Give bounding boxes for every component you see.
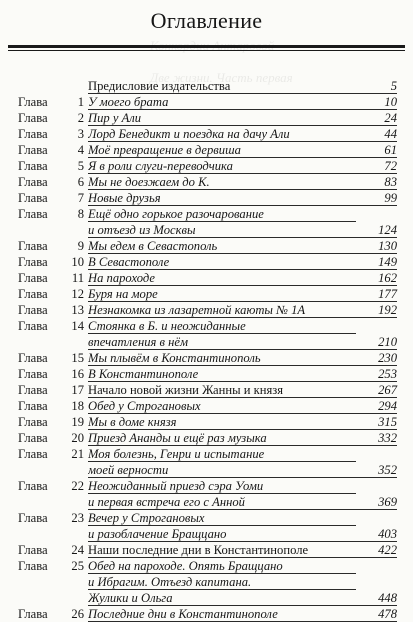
page-number: 72 — [347, 158, 397, 174]
chapter-number: 12 — [71, 287, 84, 301]
entry-title — [88, 542, 356, 558]
entry-title-line: Мы едем в Севастополь — [88, 238, 356, 254]
chapter-label: Глава — [18, 239, 48, 253]
entry-title-line: и разоблачение Бращцано — [88, 526, 356, 542]
toc-entry-chapter-16[interactable] — [0, 366, 413, 382]
toc-entry-chapter-15[interactable] — [0, 350, 413, 366]
chapter-label: Глава — [18, 271, 48, 285]
chapter-label: Глава — [18, 607, 48, 621]
entry-title-line: Лорд Бенедикт и поездка на дачу Али — [88, 126, 356, 142]
page-number: 149 — [347, 254, 397, 270]
entry-title — [88, 142, 356, 158]
entry-title — [88, 254, 356, 270]
entry-title-line: Жулики и Ольга — [88, 590, 356, 606]
entry-title-line: впечатления в нём — [88, 334, 356, 350]
page-number: 162 — [347, 270, 397, 286]
chapter-label: Глава — [18, 383, 48, 397]
entry-title — [88, 606, 356, 622]
chapter-number: 11 — [71, 271, 84, 285]
entry-title — [88, 478, 356, 510]
toc-entry-chapter-7[interactable] — [0, 190, 413, 206]
chapter-label: Глава — [18, 367, 48, 381]
entry-title-line: Буря на море — [88, 286, 356, 302]
toc-entry-chapter-12[interactable] — [0, 286, 413, 302]
entry-title — [88, 302, 356, 318]
chapter-number: 26 — [71, 607, 84, 621]
entry-title — [88, 270, 356, 286]
toc-entry-chapter-23[interactable] — [0, 510, 413, 542]
title-rule-thick — [8, 45, 405, 48]
chapter-number: 14 — [71, 319, 84, 333]
chapter-number: 25 — [71, 559, 84, 573]
entry-title — [88, 126, 356, 142]
chapter-number: 18 — [71, 399, 84, 413]
toc-entry-chapter-17[interactable] — [0, 382, 413, 398]
chapter-label: Глава — [18, 399, 48, 413]
chapter-number: 2 — [77, 111, 84, 125]
chapter-number: 24 — [71, 543, 84, 557]
entry-title-line: В Константинополе — [88, 366, 356, 382]
chapter-label: Глава — [18, 175, 48, 189]
chapter-label: Глава — [18, 255, 48, 269]
page-number: 230 — [347, 350, 397, 366]
toc-entry-chapter-3[interactable] — [0, 126, 413, 142]
chapter-label: Глава — [18, 319, 48, 333]
chapter-number: 1 — [77, 95, 84, 109]
page-number: 10 — [347, 94, 397, 110]
entry-title — [88, 110, 356, 126]
entry-title-line: Я в роли слуги-переводчика — [88, 158, 356, 174]
toc-entry-chapter-20[interactable] — [0, 430, 413, 446]
chapter-number: 13 — [71, 303, 84, 317]
toc-entry-chapter-2[interactable] — [0, 110, 413, 126]
chapter-label: Глава — [18, 479, 48, 493]
chapter-number: 8 — [77, 207, 84, 221]
entry-title — [88, 558, 356, 606]
toc-entry-chapter-1[interactable] — [0, 94, 413, 110]
toc-entry-chapter-5[interactable] — [0, 158, 413, 174]
chapter-label: Глава — [18, 303, 48, 317]
chapter-label: Глава — [18, 191, 48, 205]
chapter-number: 4 — [77, 143, 84, 157]
title-rule-thin — [8, 50, 405, 51]
entry-title — [88, 238, 356, 254]
entry-title-line: Начало новой жизни Жанны и князя — [88, 382, 356, 398]
page-number: 83 — [347, 174, 397, 190]
toc-entry-chapter-6[interactable] — [0, 174, 413, 190]
chapter-label: Глава — [18, 511, 48, 525]
page-number: 267 — [347, 382, 397, 398]
chapter-number: 5 — [77, 159, 84, 173]
entry-title — [88, 414, 356, 430]
chapter-number: 6 — [77, 175, 84, 189]
toc-entry-chapter-8[interactable] — [0, 206, 413, 238]
toc-entry-chapter-9[interactable] — [0, 238, 413, 254]
entry-title-line: Обед у Строгановых — [88, 398, 356, 414]
toc-entry-chapter-14[interactable] — [0, 318, 413, 350]
page-number: 403 — [347, 526, 397, 542]
entry-title — [88, 350, 356, 366]
chapter-number: 22 — [71, 479, 84, 493]
entry-title-line: Вечер у Строгановых — [88, 510, 356, 526]
entry-title — [88, 206, 356, 238]
entry-title-line: Незнакомка из лазаретной каюты № 1А — [88, 302, 356, 318]
entry-title-line: и первая встреча его с Анной — [88, 494, 356, 510]
entry-title-line: В Севастополе — [88, 254, 356, 270]
chapter-label: Глава — [18, 559, 48, 573]
chapter-number: 20 — [71, 431, 84, 445]
toc-entry-chapter-22[interactable] — [0, 478, 413, 510]
table-of-contents — [0, 78, 413, 622]
chapter-label: Глава — [18, 287, 48, 301]
entry-title-line: и Ибрагим. Отъезд капитана. — [88, 574, 356, 590]
page-number: 177 — [347, 286, 397, 302]
entry-title-line: Пир у Али — [88, 110, 356, 126]
toc-entry-chapter-21[interactable] — [0, 446, 413, 478]
page-number: 61 — [347, 142, 397, 158]
toc-entry-chapter-19[interactable] — [0, 414, 413, 430]
chapter-label: Глава — [18, 207, 48, 221]
chapter-number: 17 — [71, 383, 84, 397]
page-number: 478 — [347, 606, 397, 622]
page-number: 332 — [347, 430, 397, 446]
chapter-label: Глава — [18, 127, 48, 141]
entry-title-line: Неожиданный приезд сэра Уоми — [88, 478, 356, 494]
entry-title — [88, 430, 356, 446]
chapter-number: 16 — [71, 367, 84, 381]
entry-title-line: Наши последние дни в Константинополе — [88, 542, 356, 558]
bleed-through-text: Две жизни. Часть первая — [150, 70, 293, 85]
page-number: 369 — [347, 494, 397, 510]
entry-title-line: Мы не доезжаем до К. — [88, 174, 356, 190]
chapter-label: Глава — [18, 159, 48, 173]
page-number: 44 — [347, 126, 397, 142]
chapter-label: Глава — [18, 143, 48, 157]
chapter-label: Глава — [18, 415, 48, 429]
entry-title — [88, 446, 356, 478]
entry-title-line: моей верности — [88, 462, 356, 478]
entry-title — [88, 94, 356, 110]
entry-title-line: Последние дни в Константинополе — [88, 606, 356, 622]
toc-entry-chapter-4[interactable] — [0, 142, 413, 158]
chapter-label: Глава — [18, 351, 48, 365]
page-number: 192 — [347, 302, 397, 318]
chapter-number: 19 — [71, 415, 84, 429]
toc-entry-chapter-25[interactable] — [0, 558, 413, 606]
page-title: Оглавление — [150, 8, 263, 33]
page-number: 99 — [347, 190, 397, 206]
toc-entry-chapter-11[interactable] — [0, 270, 413, 286]
entry-title-line: Обед на пароходе. Опять Бращцано — [88, 558, 356, 574]
chapter-label: Глава — [18, 431, 48, 445]
toc-entry-chapter-24[interactable] — [0, 542, 413, 558]
entry-title — [88, 158, 356, 174]
chapter-number: 7 — [77, 191, 84, 205]
toc-entry-chapter-13[interactable] — [0, 302, 413, 318]
page-number: 124 — [347, 222, 397, 238]
page-number: 210 — [347, 334, 397, 350]
page-number: 352 — [347, 462, 397, 478]
page-number: 294 — [347, 398, 397, 414]
page-number: 422 — [347, 542, 397, 558]
page-number: 253 — [347, 366, 397, 382]
entry-title-line: Мы в доме князя — [88, 414, 356, 430]
page-number: 448 — [347, 590, 397, 606]
entry-title — [88, 398, 356, 414]
chapter-number: 23 — [71, 511, 84, 525]
chapter-number: 10 — [71, 255, 84, 269]
chapter-number: 3 — [77, 127, 84, 141]
entry-title-line: Предисловие издательства — [88, 78, 356, 94]
entry-title-line: На пароходе — [88, 270, 356, 286]
entry-title-line: Моя болезнь, Генри и испытание — [88, 446, 356, 462]
chapter-label: Глава — [18, 95, 48, 109]
entry-title-line: Мы плывём в Константинополь — [88, 350, 356, 366]
chapter-number: 9 — [77, 239, 84, 253]
entry-title — [88, 510, 356, 542]
entry-title — [88, 78, 356, 94]
entry-title-line: Стоянка в Б. и неожиданные — [88, 318, 356, 334]
page-number: 130 — [347, 238, 397, 254]
entry-title — [88, 190, 356, 206]
entry-title-line: Новые друзья — [88, 190, 356, 206]
chapter-number: 15 — [71, 351, 84, 365]
page-number: 24 — [347, 110, 397, 126]
entry-title — [88, 174, 356, 190]
chapter-number: 21 — [71, 447, 84, 461]
toc-entry-chapter-10[interactable] — [0, 254, 413, 270]
entry-title-line: У моего брата — [88, 94, 356, 110]
entry-title-line: Моё превращение в дервиша — [88, 142, 356, 158]
page-number: 315 — [347, 414, 397, 430]
entry-title — [88, 366, 356, 382]
chapter-label: Глава — [18, 447, 48, 461]
entry-title — [88, 382, 356, 398]
toc-entry-preface[interactable] — [0, 78, 413, 94]
chapter-label: Глава — [18, 543, 48, 557]
entry-title — [88, 318, 356, 350]
chapter-label: Глава — [18, 111, 48, 125]
entry-title-line: и отъезд из Москвы — [88, 222, 356, 238]
entry-title — [88, 286, 356, 302]
page-number: 5 — [347, 78, 397, 94]
toc-entry-chapter-26[interactable] — [0, 606, 413, 622]
toc-entry-chapter-18[interactable] — [0, 398, 413, 414]
entry-title-line: Ещё одно горькое разочарование — [88, 206, 356, 222]
entry-title-line: Приезд Ананды и ещё раз музыка — [88, 430, 356, 446]
